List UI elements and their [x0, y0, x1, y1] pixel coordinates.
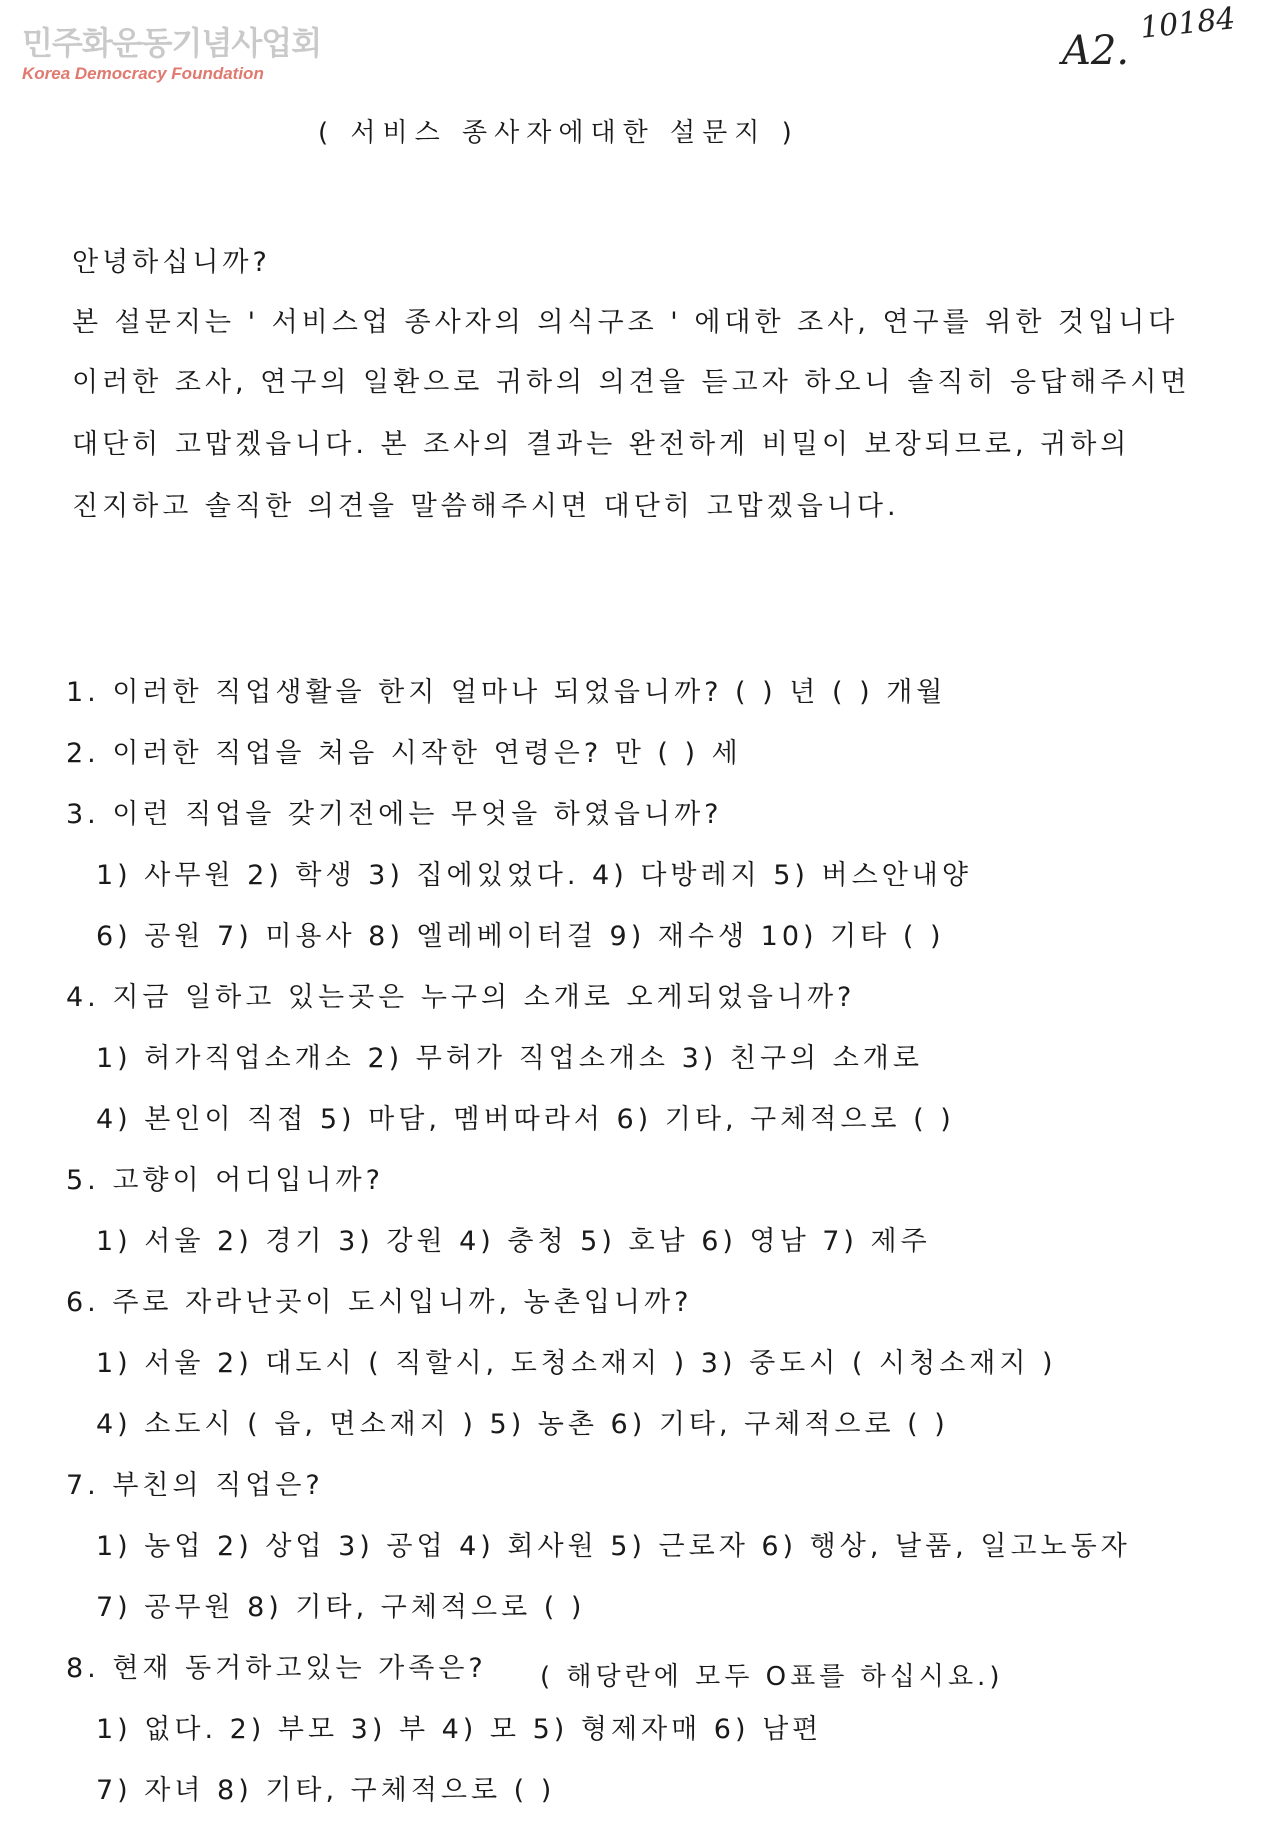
intro-line: 본 설문지는 ' 서비스업 종사자의 의식구조 ' 에대한 조사, 연구를 위한 것입니다 — [72, 307, 1179, 338]
question-8-note: ( 해당란에 모두 O표를 하십시요.) — [540, 1662, 1004, 1692]
question-6: 6. 주로 자라난곳이 도시입니까, 농촌입니까? — [66, 1287, 693, 1318]
question-8: 8. 현재 동거하고있는 가족은? — [66, 1653, 487, 1684]
intro-line: 진지하고 솔직한 의견을 말씀해주시면 대단히 고맙겠읍니다. — [72, 491, 900, 522]
handwritten-number: 10184 — [1138, 1, 1238, 46]
question-4-options: 1) 허가직업소개소 2) 무허가 직업소개소 3) 친구의 소개로 — [96, 1043, 923, 1074]
question-3-options: 1) 사무원 2) 학생 3) 집에있었다. 4) 다방레지 5) 버스안내양 — [96, 860, 972, 891]
question-7: 7. 부친의 직업은? — [66, 1470, 324, 1501]
question-4-options: 4) 본인이 직접 5) 마담, 멤버따라서 6) 기타, 구체적으로 ( ) — [96, 1104, 955, 1135]
question-6-options: 1) 서울 2) 대도시 ( 직할시, 도청소재지 ) 3) 중도시 ( 시청소재지 ) — [96, 1348, 1057, 1379]
question-7-options: 1) 농업 2) 상업 3) 공업 4) 회사원 5) 근로자 6) 행상, 날품, 일고노동자 — [96, 1531, 1131, 1562]
question-5: 5. 고향이 어디입니까? — [66, 1165, 384, 1196]
watermark-english: Korea Democracy Foundation — [22, 64, 264, 83]
intro-line: 이러한 조사, 연구의 일환으로 귀하의 의견을 듣고자 하오니 솔직히 응답해주시면 — [72, 367, 1191, 398]
page-title: ( 서비스 종사자에대한 설문지 ) — [318, 118, 799, 148]
greeting: 안녕하십니까? — [72, 247, 271, 278]
question-5-options: 1) 서울 2) 경기 3) 강원 4) 충청 5) 호남 6) 영남 7) 제주 — [96, 1226, 931, 1257]
intro-line: 대단히 고맙겠읍니다. 본 조사의 결과는 완전하게 비밀이 보장되므로, 귀하의 — [72, 429, 1131, 460]
handwritten-label: A2. — [1062, 28, 1130, 74]
question-3: 3. 이런 직업을 갖기전에는 무엇을 하였읍니까? — [66, 799, 723, 830]
question-4: 4. 지금 일하고 있는곳은 누구의 소개로 오게되었읍니까? — [66, 982, 856, 1013]
question-8-options: 1) 없다. 2) 부모 3) 부 4) 모 5) 형제자매 6) 남편 — [96, 1714, 823, 1745]
question-2: 2. 이러한 직업을 처음 시작한 연령은? 만 ( ) 세 — [66, 738, 742, 769]
question-6-options: 4) 소도시 ( 읍, 면소재지 ) 5) 농촌 6) 기타, 구체적으로 ( ) — [96, 1409, 949, 1440]
question-1: 1. 이러한 직업생활을 한지 얼마나 되었읍니까? ( ) 년 ( ) 개월 — [66, 677, 947, 708]
question-3-options: 6) 공원 7) 미용사 8) 엘레베이터걸 9) 재수생 10) 기타 ( ) — [96, 921, 945, 952]
watermark-korean: 민주화운동기념사업회 — [22, 24, 322, 62]
question-7-options: 7) 공무원 8) 기타, 구체적으로 ( ) — [96, 1592, 586, 1623]
question-8-options: 7) 자녀 8) 기타, 구체적으로 ( ) — [96, 1775, 556, 1806]
